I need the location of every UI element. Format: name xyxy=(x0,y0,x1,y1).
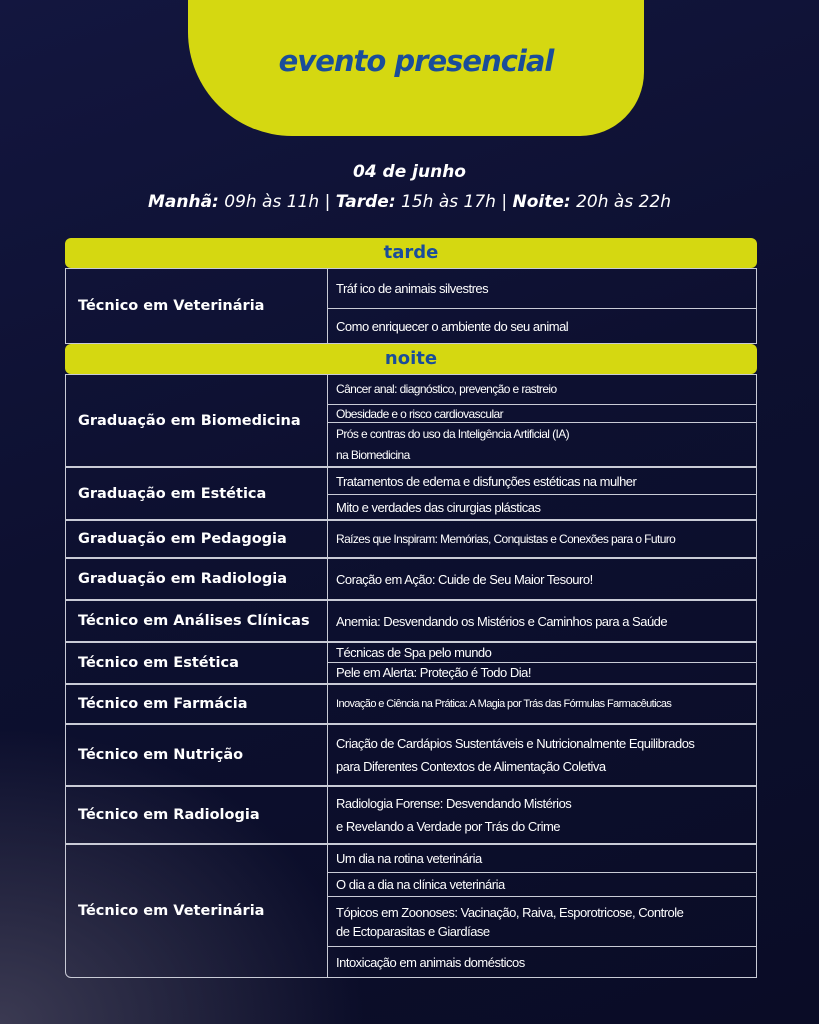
group-name: Graduação em Biomedicina xyxy=(66,375,328,466)
group-topics xyxy=(328,375,756,466)
schedule-label-afternoon: Tarde: xyxy=(335,192,396,212)
topic-item: O dia a dia na clínica veterinária xyxy=(328,873,756,897)
group-name: Técnico em Farmácia xyxy=(66,685,328,723)
topic-item: Intoxicação em animais domésticos xyxy=(336,954,525,970)
section-header-noite: noite xyxy=(65,344,757,374)
group-topics xyxy=(328,601,756,641)
topic-item: Tráf ico de animais silvestres xyxy=(328,269,756,309)
schedule-separator: | xyxy=(324,192,331,212)
section-header-tarde: tarde xyxy=(65,238,757,268)
topic-item: Radiologia Forense: Desvendando Mistérios e Revelando a Verdade por Trás do Crime xyxy=(336,796,572,834)
group-topics xyxy=(328,559,756,599)
schedule-separator: | xyxy=(501,192,508,212)
group-name: Técnico em Estética xyxy=(66,643,328,683)
topic-item: Mito e verdades das cirurgias plásticas xyxy=(336,499,541,515)
group-graduacao-biomedicina xyxy=(65,374,757,467)
group-graduacao-estetica xyxy=(65,467,757,520)
group-tecnico-radiologia xyxy=(65,786,757,844)
banner-title: evento presencial xyxy=(278,44,554,78)
schedule-line xyxy=(0,192,819,212)
group-tecnico-estetica xyxy=(65,642,757,684)
group-topics xyxy=(328,468,756,519)
topic-item: Inovação e Ciência na Prática: A Magia por Trás das Fórmulas Farmacêuticas xyxy=(336,697,672,710)
schedule-label-morning: Manhã: xyxy=(147,192,219,212)
topic-item: Anemia: Desvendando os Mistérios e Caminhos para a Saúde xyxy=(336,613,668,629)
schedule-time-night: 20h às 22h xyxy=(576,192,672,212)
group-name: Técnico em Análises Clínicas xyxy=(66,601,328,641)
group-tecnico-veterinaria-noite xyxy=(65,844,757,978)
group-name: Técnico em Veterinária xyxy=(66,269,328,343)
group-name: Técnico em Nutrição xyxy=(66,725,328,785)
schedule-time-afternoon: 15h às 17h xyxy=(401,192,496,212)
group-tecnico-veterinaria-tarde xyxy=(65,268,757,344)
schedule-time-morning: 09h às 11h xyxy=(224,192,320,212)
topic-item: Tratamentos de edema e disfunções estéticas na mulher xyxy=(328,468,756,495)
group-topics xyxy=(328,521,756,557)
topic-item: Técnicas de Spa pelo mundo xyxy=(328,643,756,663)
topic-item: Tópicos em Zoonoses: Vacinação, Raiva, Esporotricose, Controle de Ectoparasitas e Giardíase xyxy=(328,897,756,947)
group-topics xyxy=(328,845,756,977)
topic-item: Raízes que Inspiram: Memórias, Conquistas e Conexões para o Futuro xyxy=(336,531,676,546)
group-topics xyxy=(328,725,756,785)
group-graduacao-pedagogia xyxy=(65,520,757,558)
topic-item: Câncer anal: diagnóstico, prevenção e rastreio xyxy=(328,375,756,405)
topic-item: Criação de Cardápios Sustentáveis e Nutricionalmente Equilibrados para Diferentes Contextos de Alimentação Coletiva xyxy=(336,736,695,774)
topic-item: Um dia na rotina veterinária xyxy=(328,845,756,873)
group-topics xyxy=(328,643,756,683)
schedule-label-night: Noite: xyxy=(512,192,571,212)
group-name: Técnico em Radiologia xyxy=(66,787,328,843)
event-date: 04 de junho xyxy=(352,162,466,182)
group-topics xyxy=(328,787,756,843)
group-name: Graduação em Estética xyxy=(66,468,328,519)
group-topics xyxy=(328,685,756,723)
group-name: Graduação em Radiologia xyxy=(66,559,328,599)
topic-item: Como enriquecer o ambiente do seu animal xyxy=(336,318,569,334)
topic-item: Coração em Ação: Cuide de Seu Maior Tesouro! xyxy=(336,571,593,587)
group-tecnico-nutricao xyxy=(65,724,757,786)
topic-item: Pele em Alerta: Proteção é Todo Dia! xyxy=(336,665,531,680)
group-tecnico-analises-clinicas xyxy=(65,600,757,642)
topic-item: Obesidade e o risco cardiovascular xyxy=(328,405,756,423)
group-name: Graduação em Pedagogia xyxy=(66,521,328,557)
group-tecnico-farmacia xyxy=(65,684,757,724)
topic-item: Prós e contras do uso da Inteligência Artificial (IA) na Biomedicina xyxy=(336,426,569,462)
group-graduacao-radiologia xyxy=(65,558,757,600)
group-name: Técnico em Veterinária xyxy=(66,845,328,977)
group-topics xyxy=(328,269,756,343)
